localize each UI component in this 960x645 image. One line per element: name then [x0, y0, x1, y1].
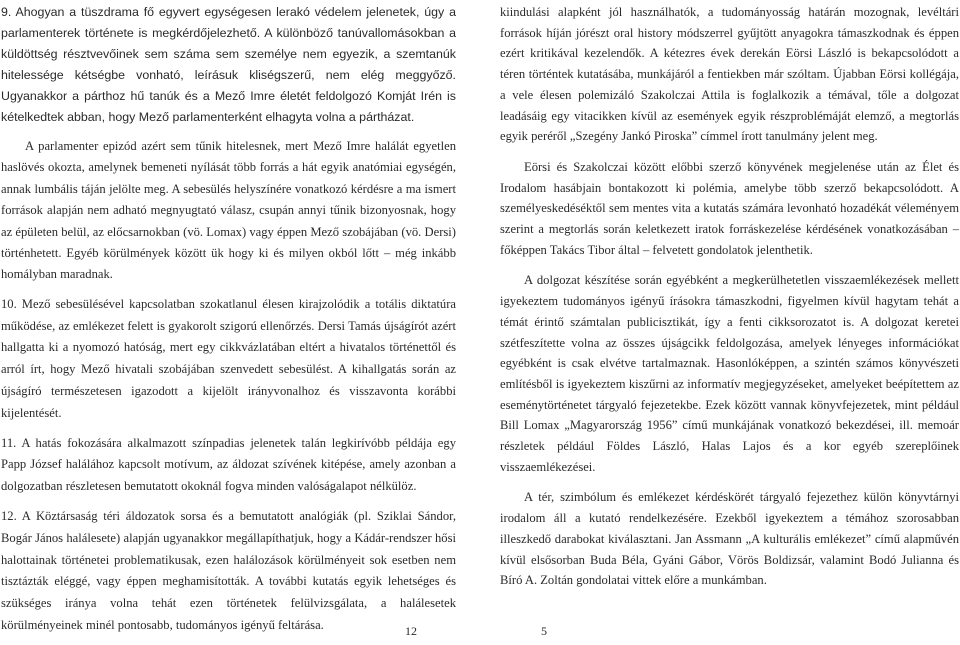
page-number-right: 5 [541, 624, 547, 638]
left-column [1, 2, 456, 645]
right-paragraph-3: A dolgozat készítése során egyébként a megkerülhetetlen visszaemlékezések mellett igyekeztem tudományos igényű írásokra támaszkodni, figyelmen kívül hagytam tehát a témát érintő számtalan publicisztikát, így a fenti cikksorozatot is. A dolgozat keretei szétfeszítette volna az összes újságcikk feldolgozása, amelyek lényeges információkat egyébként is csak elvétve tartalmaznak. Hasonlóképpen, a szintén számos könyvészeti említésből is igyekeztem kiszűrni az informatív megjegyzéseket, amelyeket beépítettem az eseménytörténetet tárgyaló fejezetekbe. Ezek között vannak könyvfejezetek, mint például Bill Lomax „Magyarország 1956” című munkájának vonatkozó bekezdései, ill. memoár részletek például Földes László, Halas Lajos és a kor egyéb szereplőinek visszaemlékezései. [500, 273, 959, 474]
left-paragraph-11: 11. A hatás fokozására alkalmazott színpadias jelenetek talán legkirívóbb példája egy Papp József halálához kapcsolt motívum, az áldozat szívének kitépése, amely azonban a dolgozatban részletesen bemutatott okoknál fogva minden valóságalapot nélkülöz. [1, 435, 456, 494]
left-paragraph-parlamenter: A parlamenter epizód azért sem tűnik hitelesnek, mert Mező Imre halálát egyetlen haslövés okozta, amelynek bemeneti nyílását több forrás a hát egyik anatómiai egységén, annak lumbális táján jelölte meg. A sebesülés helyszínére vonatkozó kérdésre a ma ismert források alapján nem adható megnyugtató válasz, csupán annyi tűnik bizonyosnak, hogy az épületen belül, az előcsarnokban (vö. Lomax) vagy éppen Mező szobájában (vö. Dersi) történhetett. Egyéb körülmények között ük hogy ki és milyen okból lőtt – még inkább homályban maradnak. [1, 139, 456, 282]
page-number-left: 12 [405, 624, 417, 638]
right-paragraph-1: kiindulási alapként jól használhatók, a tudományosság határán mozognak, levéltári források híján jórészt oral history módszerrel gyűjtött anyagokra támaszkodnak és éppen ezért kritikával kezelendők. A kétezres évek derekán Eörsi László is bekapcsolódott a téren történtek kutatásába, munkájáról a fentiekben már szóltam. Újabban Eörsi kollégája, a vele élesen polemizáló Szakolczai Attila is foglalkozik a témával, tőle a dolgozat leadásáig egy vitacikken kívül az események egyik részproblémáját elemző, a megtorlás egyik peréről „Szegény Jankó Piroska” címmel írott tanulmány jelent meg. [500, 5, 959, 144]
left-paragraph-10: 10. Mező sebesülésével kapcsolatban szokatlanul élesen kirajzolódik a totális diktatúra működése, az emlékezet felett is gyakorolt szigorú ellenőrzés. Dersi Tamás újságírót azért hallgatta ki a nyomozó hatóság, mert egy cikkvázlatában eltért a hivatalos történettől és arról írt, hogy Mező hivatali szobájában szenvedett sebesülést. A kihallgatás során az újságíró természetesen igazodott a kijelölt irányvonalhoz és visszavonta korábbi kijelentését. [1, 296, 456, 420]
right-column [500, 2, 959, 601]
left-paragraph-9: 9. Ahogyan a tüszdrama fő egyvert egységesen lerakó védelem jelenetek, úgy a parlamenterek története is megkérdőjelezhető. A különböző tanúvallomásokban a küldöttség résztvevőinek sem száma sem személye nem egyezik, a szemtanúk hitelessége kétségbe vonható, leírásuk kliségszerű, nem elég meggyőző. Ugyanakkor a párthoz hű tanúk és a Mező Imre életét feldolgozó Komját Irén is kételkedtek abban, hogy Mező parlamenterként elhagyta volna a pártházat. [1, 5, 456, 124]
right-paragraph-2: Eörsi és Szakolczai között előbbi szerző könyvének megjelenése után az Élet és Irodalom hasábjain bontakozott ki polémia, amelybe több szerző bekapcsolódott. A személyeskedéséktől sem mentes vita a kutatás számára levonható hozadékát véleményem szerint a megtorlás során keletkezett iratok forráskezelése kérdésének vonatkozásában – főképpen Takács Tibor által – felvetett gondolatok jelenthetik. [500, 159, 959, 257]
left-paragraph-12: 12. A Köztársaság téri áldozatok sorsa és a bemutatott analógiák (pl. Sziklai Sándor, Bogár János halálesete) alapján ugyanakkor megállapíthatjuk, hogy a Kádár-rendszer hősi halottainak történetei problematikusak, ezen halálozások körülményeit sok esetben nem tisztázták eléggé, vagy éppen meghamisították. A további kutatás egyik lehetséges és szükséges iránya volna tehát ezen történetek felülvizsgálata, a halálesetek körülményeinek minél pontosabb, tudományos igényű feltárása. [1, 509, 456, 632]
right-paragraph-4: A tér, szimbólum és emlékezet kérdéskörét tárgyaló fejezethez külön könyvtárnyi irodalom áll a kutató rendelkezésére. Ezekből igyekeztem a témához szorosabban illeszkedő darabokat kiválasztani. Jan Assmann „A kulturális emlékezet” című alapművén kívül elsősorban Buda Béla, Gyáni Gábor, Vörös Boldizsár, valamint Bodó Julianna és Bíró A. Zoltán gondolatai vittek előre a munkámban. [500, 490, 959, 588]
